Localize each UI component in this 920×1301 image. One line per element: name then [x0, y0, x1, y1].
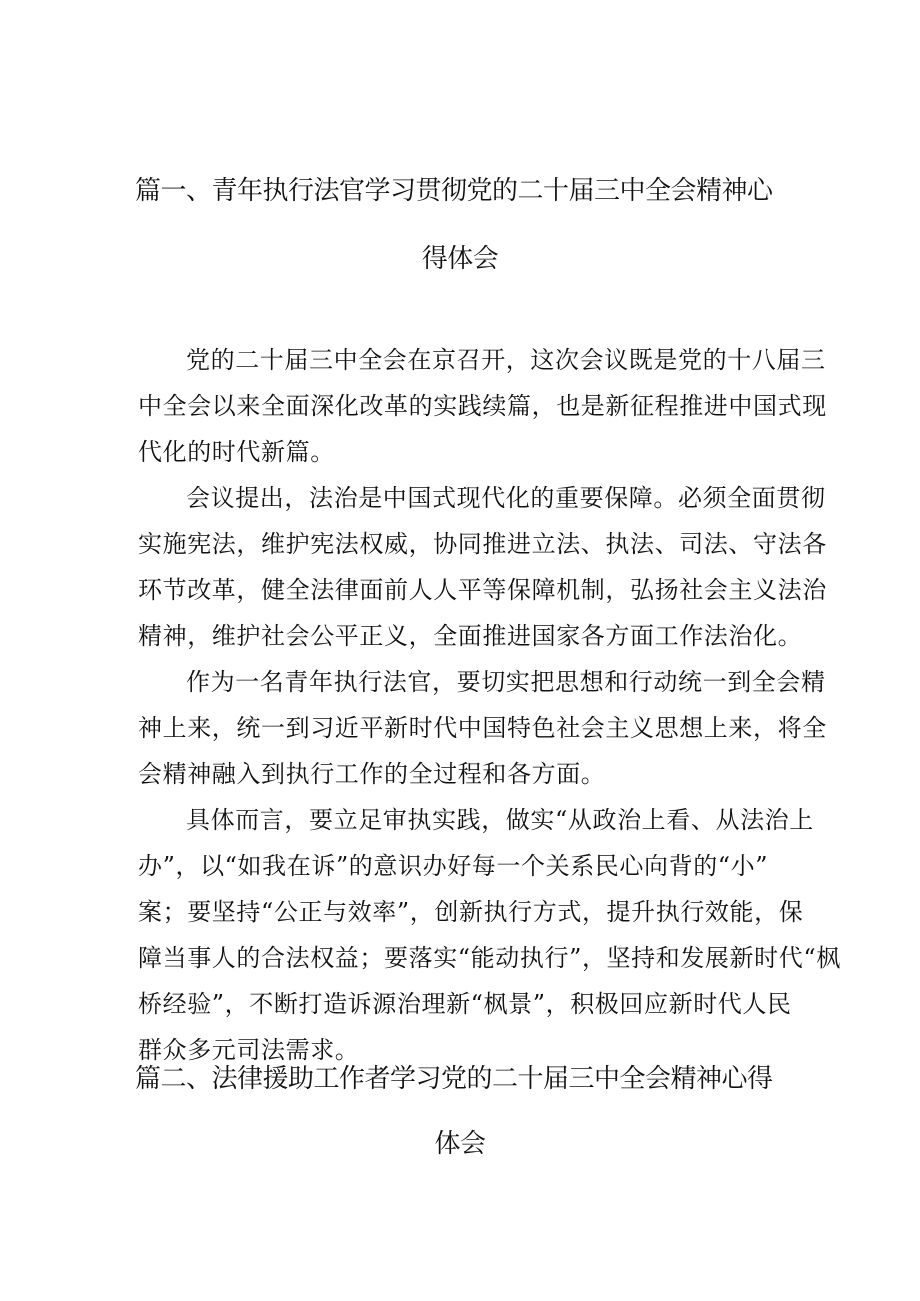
- paragraph-line: 办”，以“如我在诉”的意识办好每一个关系民心向背的“小”: [138, 852, 769, 880]
- section1-title-line2: 得体会: [421, 244, 499, 274]
- section1-paragraph-1: [138, 337, 827, 475]
- paragraph-line: 环节改革，健全法律面前人人平等保障机制，弘扬社会主义法治: [138, 576, 827, 604]
- section1-paragraph-4: [138, 797, 841, 1073]
- paragraph-line: 群众多元司法需求。: [138, 1036, 360, 1064]
- paragraph-line: 作为一名青年执行法官，要切实把思想和行动统一到全会精: [186, 668, 826, 696]
- section2-title-line1: 篇二、法律援助工作者学习党的二十届三中全会精神心得: [135, 1064, 773, 1094]
- paragraph-line: 会精神融入到执行工作的全过程和各方面。: [138, 760, 606, 788]
- paragraph-line: 实施宪法，维护宪法权威，协同推进立法、执法、司法、守法各: [138, 530, 827, 558]
- paragraph-line: 神上来，统一到习近平新时代中国特色社会主义思想上来，将全: [138, 714, 827, 742]
- paragraph-line: 障当事人的合法权益；要落实“能动执行”，坚持和发展新时代“枫: [138, 944, 841, 972]
- section1-paragraph-2: [138, 475, 827, 659]
- paragraph-line: 桥经验”，不断打造诉源治理新“枫景”，积极回应新时代人民: [138, 990, 792, 1018]
- section1-paragraph-3: [138, 659, 827, 797]
- paragraph-line: 代化的时代新篇。: [138, 438, 335, 466]
- paragraph-line: 会议提出，法治是中国式现代化的重要保障。必须全面贯彻: [186, 484, 826, 512]
- paragraph-line: 党的二十届三中全会在京召开，这次会议既是党的十八届三: [186, 346, 826, 374]
- section1-title-line1: 篇一、青年执行法官学习贯彻党的二十届三中全会精神心: [135, 176, 773, 206]
- paragraph-line: 案；要坚持“公正与效率”，创新执行方式，提升执行效能，保: [138, 898, 804, 926]
- paragraph-line: 具体而言，要立足审执实践，做实“从政治上看、从法治上: [186, 806, 814, 834]
- paragraph-line: 中全会以来全面深化改革的实践续篇，也是新征程推进中国式现: [138, 392, 827, 420]
- paragraph-line: 精神，维护社会公平正义，全面推进国家各方面工作法治化。: [138, 622, 803, 650]
- section2-title-line2: 体会: [434, 1129, 486, 1159]
